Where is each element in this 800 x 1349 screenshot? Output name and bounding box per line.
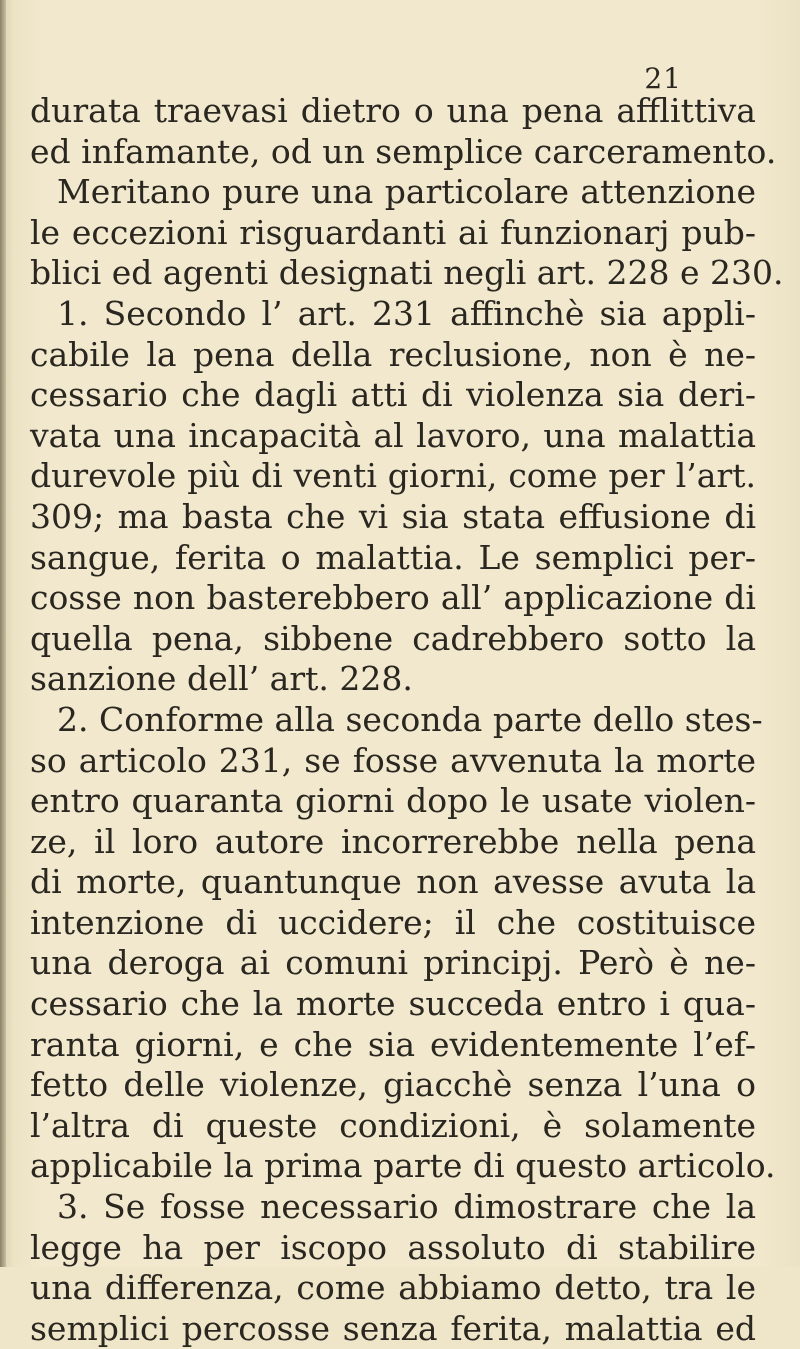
text-line: ze, il loro autore incorrerebbe nella pena bbox=[30, 821, 756, 861]
text-line: durata traevasi dietro o una pena afflittiva bbox=[30, 91, 756, 130]
text-line: blici ed agenti designati negli art. 228 e 230. bbox=[30, 253, 784, 293]
text-line: una differenza, come abbiamo detto, tra le bbox=[30, 1268, 756, 1308]
page-number: 21 bbox=[644, 62, 682, 95]
text-line: 1. Secondo l’ art. 231 affinchè sia appli- bbox=[57, 293, 756, 333]
text-line: ed infamante, od un semplice carceramento. bbox=[30, 131, 777, 171]
text-line: sangue, ferita o malattia. Le semplici per- bbox=[30, 537, 756, 577]
text-line: 309; ma basta che vi sia stata effusione di bbox=[30, 496, 756, 536]
text-line: so articolo 231, se fosse avvenuta la morte bbox=[30, 740, 756, 780]
text-line: l’altra di queste condizioni, è solamente bbox=[30, 1105, 756, 1145]
text-line: 3. Se fosse necessario dimostrare che la bbox=[57, 1187, 756, 1227]
text-line: semplici percosse senza ferita, malattia ed bbox=[30, 1308, 756, 1348]
text-line: una deroga ai comuni principj. Però è ne- bbox=[30, 943, 756, 983]
text-line: cessario che dagli atti di violenza sia deri- bbox=[30, 375, 756, 415]
text-line: sanzione dell’ art. 228. bbox=[30, 659, 413, 699]
text-line: cessario che la morte succeda entro i qua- bbox=[30, 984, 756, 1024]
text-line: applicabile la prima parte di questo articolo. bbox=[30, 1146, 776, 1186]
text-line: cosse non basterebbero all’ applicazione di bbox=[30, 578, 756, 618]
text-line: intenzione di uccidere; il che costituisce bbox=[30, 902, 756, 942]
text-line: le eccezioni risguardanti ai funzionarj pub- bbox=[30, 212, 756, 252]
text-line: ranta giorni, e che sia evidentemente l’ef- bbox=[30, 1024, 756, 1064]
body-text bbox=[30, 91, 784, 1349]
text-line: quella pena, sibbene cadrebbero sotto la bbox=[30, 618, 756, 658]
text-line: entro quaranta giorni dopo le usate violen- bbox=[30, 781, 756, 821]
text-line: vata una incapacità al lavoro, una malattia bbox=[30, 415, 756, 455]
text-line: durevole più di venti giorni, come per l’art. bbox=[30, 456, 756, 496]
text-line: di morte, quantunque non avesse avuta la bbox=[30, 862, 756, 902]
text-line: 2. Conforme alla seconda parte dello stes- bbox=[57, 699, 763, 739]
text-line: legge ha per iscopo assoluto di stabilire bbox=[30, 1227, 756, 1267]
text-line: fetto delle violenze, giacchè senza l’una o bbox=[30, 1065, 756, 1105]
text-line: cabile la pena della reclusione, non è ne- bbox=[30, 334, 756, 374]
text-line: Meritano pure una particolare attenzione bbox=[57, 172, 756, 212]
book-spine bbox=[0, 0, 6, 1267]
